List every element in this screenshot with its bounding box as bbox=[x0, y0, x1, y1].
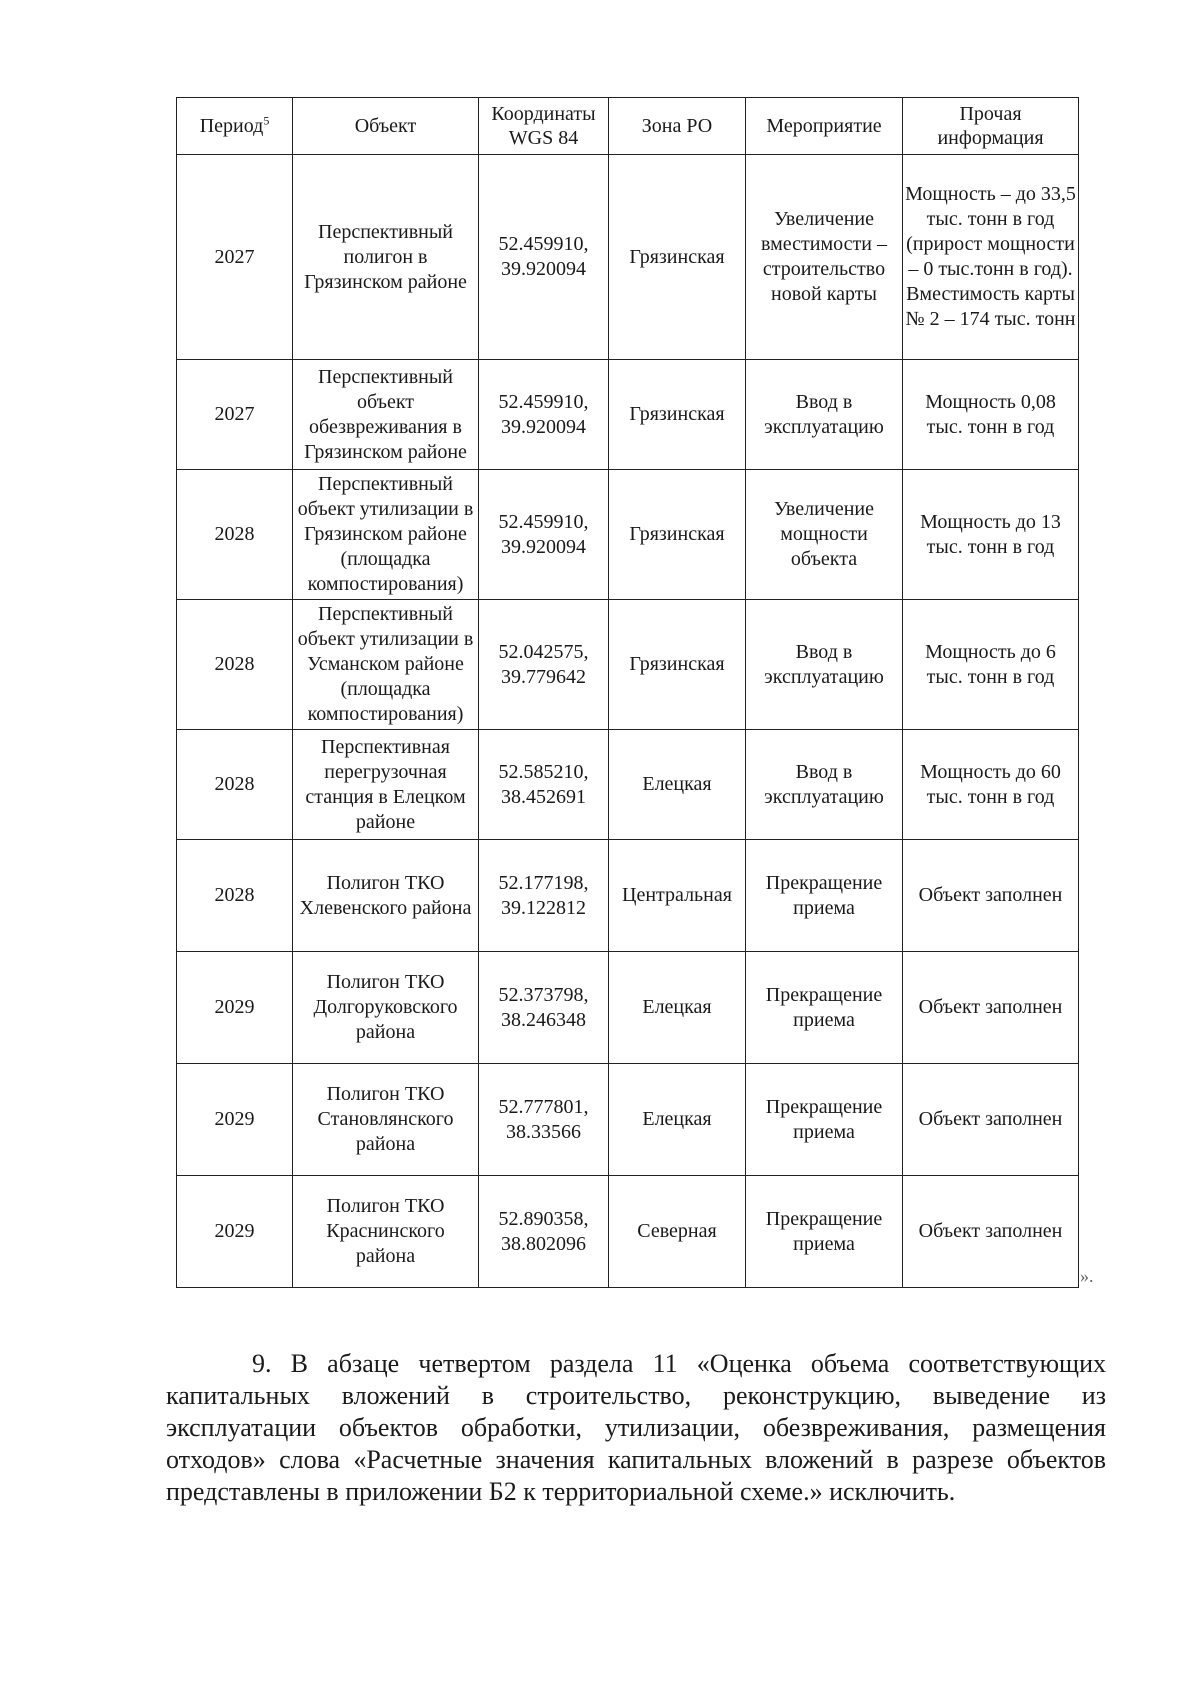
cell-period: 2028 bbox=[177, 470, 293, 600]
cell-object: Перспективный полигон в Грязинском районе bbox=[293, 155, 479, 360]
table-row bbox=[177, 155, 1079, 360]
table-row bbox=[177, 952, 1079, 1064]
table-header-row bbox=[177, 98, 1079, 155]
cell-period: 2029 bbox=[177, 1064, 293, 1176]
header-coordinates: Координаты WGS 84 bbox=[479, 98, 609, 155]
cell-measure: Прекращение приема bbox=[746, 1176, 903, 1288]
cell-measure: Прекращение приема bbox=[746, 952, 903, 1064]
cell-other: Мощность до 60 тыс. тонн в год bbox=[903, 730, 1079, 840]
cell-period: 2028 bbox=[177, 840, 293, 952]
cell-coordinates: 52.890358, 38.802096 bbox=[479, 1176, 609, 1288]
header-other: Прочая информация bbox=[903, 98, 1079, 155]
cell-measure: Ввод в эксплуатацию bbox=[746, 730, 903, 840]
footnote-marker: 5 bbox=[263, 113, 270, 128]
cell-measure: Увеличение вместимости – строительство новой карты bbox=[746, 155, 903, 360]
cell-measure: Увеличение мощности объекта bbox=[746, 470, 903, 600]
cell-coordinates: 52.042575, 39.779642 bbox=[479, 600, 609, 730]
body-paragraph: 9. В абзаце четвертом раздела 11 «Оценка объема соответствующих капитальных вложений в строительство, реконструкцию, выведение из эксплуатации объектов обработки, утилизации, обезвреживания, размещения отходов» слова «Расчетные значения капитальных вложений в разрезе объектов представлены в приложении Б2 к территориальной схеме.» исключить. bbox=[166, 1349, 1106, 1506]
cell-object: Полигон ТКО Долгоруковского района bbox=[293, 952, 479, 1064]
table-row bbox=[177, 1064, 1079, 1176]
cell-zone: Грязинская bbox=[609, 600, 746, 730]
cell-object: Полигон ТКО Краснинского района bbox=[293, 1176, 479, 1288]
cell-zone: Грязинская bbox=[609, 360, 746, 470]
cell-period: 2027 bbox=[177, 360, 293, 470]
cell-zone: Северная bbox=[609, 1176, 746, 1288]
cell-object: Перспективный объект обезвреживания в Грязинском районе bbox=[293, 360, 479, 470]
closing-quote: ». bbox=[1080, 1266, 1094, 1286]
cell-period: 2029 bbox=[177, 1176, 293, 1288]
cell-coordinates: 52.459910, 39.920094 bbox=[479, 360, 609, 470]
cell-zone: Елецкая bbox=[609, 730, 746, 840]
cell-other: Объект заполнен bbox=[903, 952, 1079, 1064]
cell-coordinates: 52.459910, 39.920094 bbox=[479, 155, 609, 360]
cell-zone: Елецкая bbox=[609, 1064, 746, 1176]
cell-zone: Грязинская bbox=[609, 155, 746, 360]
cell-other: Мощность до 13 тыс. тонн в год bbox=[903, 470, 1079, 600]
table-row bbox=[177, 470, 1079, 600]
cell-other: Мощность до 6 тыс. тонн в год bbox=[903, 600, 1079, 730]
cell-period: 2028 bbox=[177, 730, 293, 840]
header-object: Объект bbox=[293, 98, 479, 155]
header-measure: Мероприятие bbox=[746, 98, 903, 155]
cell-coordinates: 52.373798, 38.246348 bbox=[479, 952, 609, 1064]
cell-period: 2027 bbox=[177, 155, 293, 360]
cell-object: Полигон ТКО Становлянского района bbox=[293, 1064, 479, 1176]
cell-coordinates: 52.777801, 38.33566 bbox=[479, 1064, 609, 1176]
cell-coordinates: 52.459910, 39.920094 bbox=[479, 470, 609, 600]
cell-measure: Прекращение приема bbox=[746, 840, 903, 952]
table-row bbox=[177, 730, 1079, 840]
cell-object: Перспективная перегрузочная станция в Елецком районе bbox=[293, 730, 479, 840]
table-row bbox=[177, 600, 1079, 730]
header-period: Период$^5$ bbox=[177, 98, 293, 155]
header-zone: Зона РО bbox=[609, 98, 746, 155]
cell-object: Перспективный объект утилизации в Усманском районе (площадка компостирования) bbox=[293, 600, 479, 730]
cell-zone: Центральная bbox=[609, 840, 746, 952]
cell-other: Мощность 0,08 тыс. тонн в год bbox=[903, 360, 1079, 470]
cell-measure: Ввод в эксплуатацию bbox=[746, 360, 903, 470]
cell-other: Объект заполнен bbox=[903, 1064, 1079, 1176]
cell-other: Мощность – до 33,5 тыс. тонн в год (прирост мощности – 0 тыс.тонн в год). Вместимость карты № 2 – 174 тыс. тонн bbox=[903, 155, 1079, 360]
cell-object: Перспективный объект утилизации в Грязинском районе (площадка компостирования) bbox=[293, 470, 479, 600]
table-row bbox=[177, 1176, 1079, 1288]
cell-measure: Прекращение приема bbox=[746, 1064, 903, 1176]
table-row bbox=[177, 360, 1079, 470]
cell-coordinates: 52.177198, 39.122812 bbox=[479, 840, 609, 952]
facilities-table bbox=[176, 97, 1079, 1288]
cell-other: Объект заполнен bbox=[903, 840, 1079, 952]
cell-period: 2028 bbox=[177, 600, 293, 730]
cell-coordinates: 52.585210, 38.452691 bbox=[479, 730, 609, 840]
cell-period: 2029 bbox=[177, 952, 293, 1064]
cell-zone: Грязинская bbox=[609, 470, 746, 600]
cell-object: Полигон ТКО Хлевенского района bbox=[293, 840, 479, 952]
table-row bbox=[177, 840, 1079, 952]
cell-measure: Ввод в эксплуатацию bbox=[746, 600, 903, 730]
cell-other: Объект заполнен bbox=[903, 1176, 1079, 1288]
cell-zone: Елецкая bbox=[609, 952, 746, 1064]
